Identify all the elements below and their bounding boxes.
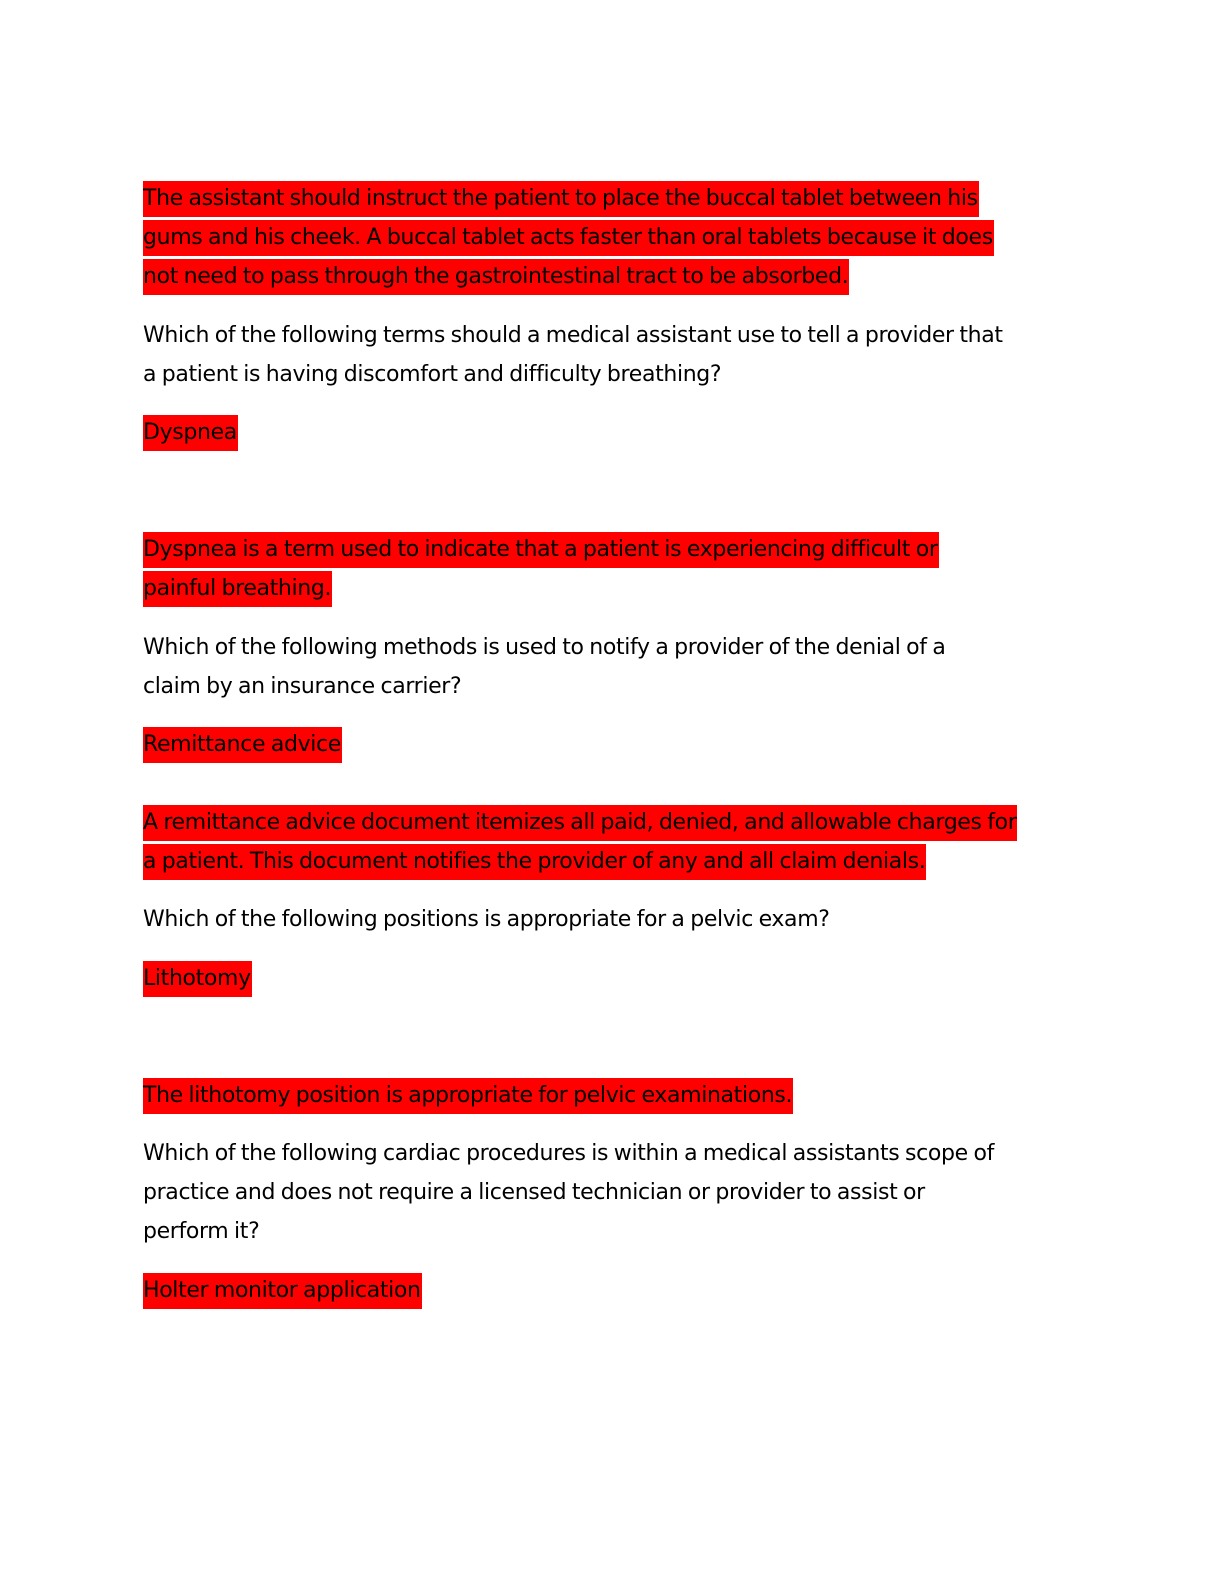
highlighted-text: A remittance advice document itemizes all paid, denied, and allowable charges for xyxy=(143,805,1017,841)
highlighted-text: gums and his cheek. A buccal tablet acts faster than oral tablets because it does xyxy=(143,220,994,256)
explanation-line xyxy=(143,1078,793,1114)
highlighted-text: painful breathing. xyxy=(143,571,332,607)
question-line: claim by an insurance carrier? xyxy=(143,674,462,699)
explanation-line xyxy=(143,805,1017,841)
explanation-line xyxy=(143,181,979,217)
question-line: practice and does not require a licensed technician or provider to assist or xyxy=(143,1180,925,1205)
explanation-line xyxy=(143,259,849,295)
answer-line xyxy=(143,727,342,763)
question-line: Which of the following terms should a medical assistant use to tell a provider that xyxy=(143,323,1003,348)
highlighted-text: not need to pass through the gastrointestinal tract to be absorbed. xyxy=(143,259,849,295)
highlighted-text: Dyspnea xyxy=(143,415,238,451)
answer-line xyxy=(143,415,238,451)
explanation-line xyxy=(143,844,926,880)
question-line: perform it? xyxy=(143,1219,260,1244)
highlighted-text: The lithotomy position is appropriate for pelvic examinations. xyxy=(143,1078,793,1114)
highlighted-text: Lithotomy xyxy=(143,961,252,997)
answer-line xyxy=(143,961,252,997)
explanation-line xyxy=(143,571,332,607)
answer-line xyxy=(143,1273,422,1309)
question-line: Which of the following methods is used to notify a provider of the denial of a xyxy=(143,635,946,660)
question-line: Which of the following cardiac procedures is within a medical assistants scope of xyxy=(143,1141,994,1166)
explanation-line xyxy=(143,220,994,256)
question-line: a patient is having discomfort and difficulty breathing? xyxy=(143,362,722,387)
highlighted-text: Remittance advice xyxy=(143,727,342,763)
highlighted-text: Holter monitor application xyxy=(143,1273,422,1309)
question-line: Which of the following positions is appropriate for a pelvic exam? xyxy=(143,907,830,932)
highlighted-text: a patient. This document notifies the provider of any and all claim denials. xyxy=(143,844,926,880)
highlighted-text: The assistant should instruct the patient to place the buccal tablet between his xyxy=(143,181,979,217)
explanation-line xyxy=(143,532,939,568)
highlighted-text: Dyspnea is a term used to indicate that a patient is experiencing difficult or xyxy=(143,532,939,568)
